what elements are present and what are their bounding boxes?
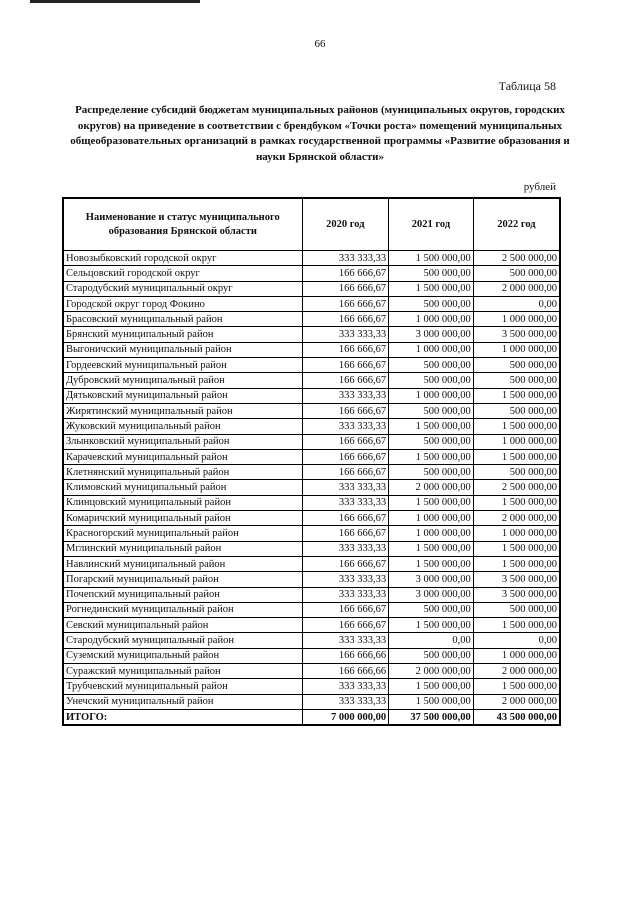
cell-2022: 2 000 000,00: [473, 511, 560, 526]
table-row: [63, 465, 560, 480]
cell-2022: 2 000 000,00: [473, 664, 560, 679]
table-row: [63, 556, 560, 571]
cell-2021: 500 000,00: [389, 465, 474, 480]
cell-2022: 1 000 000,00: [473, 342, 560, 357]
table-header-row: [63, 198, 560, 251]
table-row: [63, 358, 560, 373]
cell-municipality: Дятьковский муниципальный район: [63, 388, 302, 403]
cell-2020: 166 666,67: [302, 296, 389, 311]
cell-2022: 3 500 000,00: [473, 327, 560, 342]
cell-municipality: Суземский муниципальный район: [63, 648, 302, 663]
cell-2021: 500 000,00: [389, 434, 474, 449]
cell-2020: 333 333,33: [302, 679, 389, 694]
cell-2020: 166 666,66: [302, 664, 389, 679]
cell-municipality: Стародубский муниципальный район: [63, 633, 302, 648]
cell-2020: 166 666,67: [302, 526, 389, 541]
table-row: [63, 388, 560, 403]
cell-municipality: Красногорский муниципальный район: [63, 526, 302, 541]
cell-2020: 333 333,33: [302, 587, 389, 602]
cell-2020: 166 666,67: [302, 556, 389, 571]
cell-2022: 1 500 000,00: [473, 556, 560, 571]
cell-2020: 166 666,67: [302, 602, 389, 617]
cell-municipality: Клинцовский муниципальный район: [63, 495, 302, 510]
cell-2020: 333 333,33: [302, 327, 389, 342]
cell-municipality: Новозыбковский городской округ: [63, 251, 302, 266]
table-row: [63, 312, 560, 327]
cell-municipality: Брасовский муниципальный район: [63, 312, 302, 327]
cell-municipality: Стародубский муниципальный округ: [63, 281, 302, 296]
table-row: [63, 480, 560, 495]
table-row: [63, 342, 560, 357]
table-row: [63, 296, 560, 311]
table-row: [63, 434, 560, 449]
table-row: [63, 572, 560, 587]
cell-2022: 1 500 000,00: [473, 419, 560, 434]
cell-2022: 1 500 000,00: [473, 495, 560, 510]
table-row: [63, 694, 560, 709]
table-row: [63, 633, 560, 648]
table-row: [63, 587, 560, 602]
table-row: [63, 618, 560, 633]
cell-2022: 0,00: [473, 633, 560, 648]
cell-2022: 500 000,00: [473, 403, 560, 418]
cell-2021: 500 000,00: [389, 358, 474, 373]
cell-municipality: Городской округ город Фокино: [63, 296, 302, 311]
cell-2022: 1 000 000,00: [473, 648, 560, 663]
cell-municipality: Гордеевский муниципальный район: [63, 358, 302, 373]
table-body: [63, 251, 560, 726]
cell-2021: 1 500 000,00: [389, 694, 474, 709]
table-row: [63, 449, 560, 464]
cell-2022: 3 500 000,00: [473, 587, 560, 602]
header-rule: [30, 0, 200, 3]
cell-2020: 166 666,67: [302, 373, 389, 388]
cell-2020: 166 666,67: [302, 465, 389, 480]
cell-municipality: Севский муниципальный район: [63, 618, 302, 633]
table-row: [63, 664, 560, 679]
table-row: [63, 495, 560, 510]
cell-municipality: Почепский муниципальный район: [63, 587, 302, 602]
cell-2020: 166 666,67: [302, 312, 389, 327]
table-row: [63, 403, 560, 418]
table-row: [63, 679, 560, 694]
cell-2022: 1 000 000,00: [473, 526, 560, 541]
cell-municipality: Навлинский муниципальный район: [63, 556, 302, 571]
cell-2022: 500 000,00: [473, 465, 560, 480]
cell-2022: 1 500 000,00: [473, 679, 560, 694]
unit-label: рублей: [523, 181, 556, 193]
cell-2022: 500 000,00: [473, 602, 560, 617]
cell-municipality: Жирятинский муниципальный район: [63, 403, 302, 418]
cell-2022: 2 500 000,00: [473, 480, 560, 495]
header-2020: 2020 год: [302, 198, 389, 251]
header-2022: 2022 год: [473, 198, 560, 251]
cell-municipality: Выгоничский муниципальный район: [63, 342, 302, 357]
cell-2022: 2 500 000,00: [473, 251, 560, 266]
total-2022: 43 500 000,00: [473, 709, 560, 725]
total-label: ИТОГО:: [63, 709, 302, 725]
cell-municipality: Рогнединский муниципальный район: [63, 602, 302, 617]
cell-municipality: Сельцовский городской округ: [63, 266, 302, 281]
cell-2022: 1 500 000,00: [473, 618, 560, 633]
cell-municipality: Комаричский муниципальный район: [63, 511, 302, 526]
cell-2021: 1 500 000,00: [389, 618, 474, 633]
cell-2022: 500 000,00: [473, 266, 560, 281]
cell-2021: 1 500 000,00: [389, 251, 474, 266]
table-row: [63, 373, 560, 388]
cell-2020: 166 666,67: [302, 266, 389, 281]
cell-2021: 1 500 000,00: [389, 419, 474, 434]
cell-2021: 0,00: [389, 633, 474, 648]
cell-2021: 500 000,00: [389, 296, 474, 311]
table-row: [63, 281, 560, 296]
cell-2021: 1 500 000,00: [389, 449, 474, 464]
cell-2021: 500 000,00: [389, 373, 474, 388]
table-title: Распределение субсидий бюджетам муниципальных районов (муниципальных округов, городских округов) на приведение в соответствии с брендбуком «Точки роста» помещений муниципальных общеобразовательных организаций в рамках государственной программы «Развитие образования и науки Брянской области»: [70, 104, 570, 163]
subsidy-table: [62, 197, 561, 726]
cell-2021: 1 500 000,00: [389, 556, 474, 571]
cell-municipality: Жуковский муниципальный район: [63, 419, 302, 434]
cell-2021: 500 000,00: [389, 602, 474, 617]
cell-2020: 166 666,67: [302, 342, 389, 357]
page-number: 66: [314, 38, 326, 50]
cell-2020: 333 333,33: [302, 480, 389, 495]
cell-2022: 1 000 000,00: [473, 312, 560, 327]
cell-2021: 500 000,00: [389, 266, 474, 281]
cell-2021: 1 500 000,00: [389, 679, 474, 694]
cell-2021: 1 000 000,00: [389, 526, 474, 541]
cell-2020: 333 333,33: [302, 541, 389, 556]
cell-2021: 1 000 000,00: [389, 511, 474, 526]
cell-2020: 166 666,67: [302, 434, 389, 449]
cell-municipality: Карачевский муниципальный район: [63, 449, 302, 464]
cell-2022: 3 500 000,00: [473, 572, 560, 587]
cell-2020: 166 666,67: [302, 449, 389, 464]
cell-2021: 3 000 000,00: [389, 327, 474, 342]
cell-2021: 2 000 000,00: [389, 480, 474, 495]
cell-2021: 3 000 000,00: [389, 587, 474, 602]
cell-municipality: Трубчевский муниципальный район: [63, 679, 302, 694]
cell-2022: 1 500 000,00: [473, 449, 560, 464]
cell-2021: 500 000,00: [389, 648, 474, 663]
cell-municipality: Унечский муниципальный район: [63, 694, 302, 709]
cell-municipality: Погарский муниципальный район: [63, 572, 302, 587]
cell-2020: 166 666,66: [302, 648, 389, 663]
table-row: [63, 327, 560, 342]
cell-municipality: Климовский муниципальный район: [63, 480, 302, 495]
table-row: [63, 526, 560, 541]
cell-2020: 333 333,33: [302, 388, 389, 403]
cell-municipality: Брянский муниципальный район: [63, 327, 302, 342]
total-2021: 37 500 000,00: [389, 709, 474, 725]
cell-municipality: Клетнянский муниципальный район: [63, 465, 302, 480]
table-label: Таблица 58: [498, 79, 556, 93]
cell-municipality: Суражский муниципальный район: [63, 664, 302, 679]
total-row: [63, 709, 560, 725]
cell-2020: 333 333,33: [302, 694, 389, 709]
cell-2022: 2 000 000,00: [473, 281, 560, 296]
header-municipality: Наименование и статус муниципального образования Брянской области: [63, 198, 302, 251]
cell-2020: 166 666,67: [302, 358, 389, 373]
cell-2020: 333 333,33: [302, 419, 389, 434]
cell-municipality: Злынковский муниципальный район: [63, 434, 302, 449]
table-row: [63, 511, 560, 526]
cell-2021: 1 000 000,00: [389, 312, 474, 327]
cell-2021: 500 000,00: [389, 403, 474, 418]
cell-2020: 333 333,33: [302, 251, 389, 266]
table-row: [63, 648, 560, 663]
cell-2020: 166 666,67: [302, 511, 389, 526]
cell-2021: 1 000 000,00: [389, 342, 474, 357]
table-row: [63, 251, 560, 266]
cell-2020: 166 666,67: [302, 281, 389, 296]
cell-2022: 1 500 000,00: [473, 388, 560, 403]
cell-municipality: Дубровский муниципальный район: [63, 373, 302, 388]
cell-2022: 500 000,00: [473, 373, 560, 388]
cell-2020: 166 666,67: [302, 618, 389, 633]
table-row: [63, 602, 560, 617]
cell-2020: 166 666,67: [302, 403, 389, 418]
cell-municipality: Мглинский муниципальный район: [63, 541, 302, 556]
cell-2020: 333 333,33: [302, 495, 389, 510]
header-2021: 2021 год: [389, 198, 474, 251]
cell-2022: 1 000 000,00: [473, 434, 560, 449]
cell-2022: 2 000 000,00: [473, 694, 560, 709]
cell-2021: 1 500 000,00: [389, 495, 474, 510]
cell-2022: 500 000,00: [473, 358, 560, 373]
cell-2020: 333 333,33: [302, 633, 389, 648]
cell-2022: 0,00: [473, 296, 560, 311]
table-row: [63, 419, 560, 434]
table-row: [63, 541, 560, 556]
cell-2021: 3 000 000,00: [389, 572, 474, 587]
cell-2021: 1 500 000,00: [389, 541, 474, 556]
table-row: [63, 266, 560, 281]
cell-2021: 1 500 000,00: [389, 281, 474, 296]
total-2020: 7 000 000,00: [302, 709, 389, 725]
cell-2021: 1 000 000,00: [389, 388, 474, 403]
cell-2021: 2 000 000,00: [389, 664, 474, 679]
cell-2020: 333 333,33: [302, 572, 389, 587]
cell-2022: 1 500 000,00: [473, 541, 560, 556]
